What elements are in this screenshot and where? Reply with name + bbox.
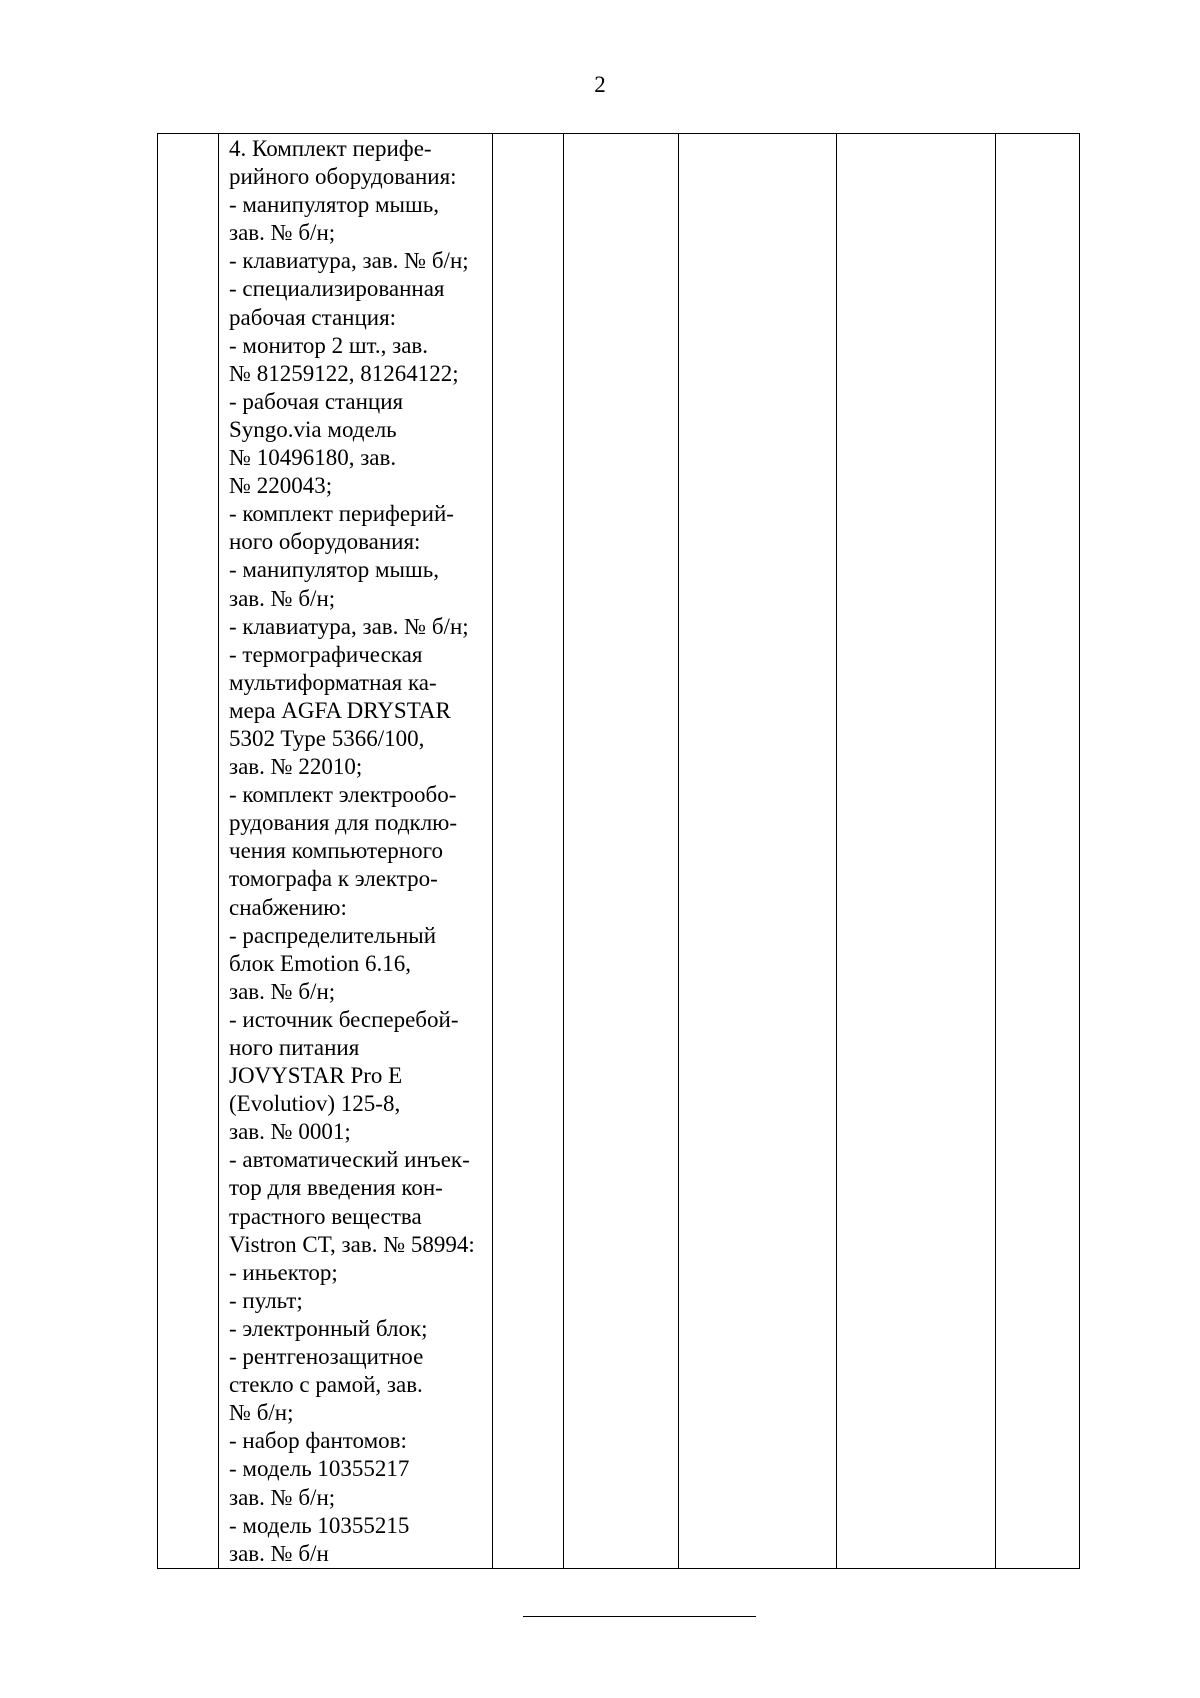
table-cell-empty xyxy=(679,134,837,1569)
description-line: ного оборудования: xyxy=(229,529,421,555)
description-line: - распределительный xyxy=(229,922,437,948)
table-cell-index xyxy=(158,134,219,1569)
description-line: зав. № б/н; xyxy=(229,978,336,1004)
description-line: № 220043; xyxy=(229,473,333,499)
table-cell-empty xyxy=(996,134,1080,1569)
description-line: - набор фантомов: xyxy=(229,1428,407,1454)
description-line: рудования для подклю- xyxy=(229,810,458,836)
description-line: - манипулятор мышь, xyxy=(229,557,439,583)
footer-divider xyxy=(523,1616,756,1617)
description-line: - комплект периферий- xyxy=(229,501,454,527)
description-line: - источник бесперебой- xyxy=(229,1006,459,1032)
description-line: - электронный блок; xyxy=(229,1315,428,1341)
description-line: зав. № б/н; xyxy=(229,1484,336,1510)
description-line: зав. № 0001; xyxy=(229,1119,351,1145)
description-line: № 10496180, зав. xyxy=(229,445,397,471)
description-line: мера AGFA DRYSTAR xyxy=(229,697,451,723)
description-line: - термографическая xyxy=(229,641,423,667)
description-line: JOVYSTAR Pro E xyxy=(229,1063,403,1089)
description-line: зав. № б/н xyxy=(229,1540,329,1566)
description-line: ного питания xyxy=(229,1035,360,1060)
description-line: трастного вещества xyxy=(229,1203,422,1229)
description-line: томографа к электро- xyxy=(229,866,438,892)
description-line: зав. № б/н; xyxy=(229,585,336,611)
description-line: - рабочая станция xyxy=(229,388,404,414)
page-number: 2 xyxy=(594,72,606,97)
description-line: стекло с рамой, зав. xyxy=(229,1372,423,1398)
description-line: - модель 10355217 xyxy=(229,1456,410,1482)
description-line: блок Emotion 6.16, xyxy=(229,950,412,976)
table-row xyxy=(158,134,1080,1569)
description-line: - комплект электрообо- xyxy=(229,782,457,808)
description-line: № б/н; xyxy=(229,1400,294,1426)
description-line: - клавиатура, зав. № б/н; xyxy=(229,613,469,639)
table-cell-description xyxy=(219,134,493,1569)
description-line: мультиформатная ка- xyxy=(229,669,437,695)
description-line: зав. № 22010; xyxy=(229,754,363,780)
description-line: - манипулятор мышь, xyxy=(229,192,439,218)
description-line: 5302 Type 5366/100, xyxy=(229,725,425,751)
description-line: рийного оборудования: xyxy=(229,164,457,190)
description-line: зав. № б/н; xyxy=(229,220,336,246)
equipment-table xyxy=(157,133,1080,1569)
description-line: - автоматический инъек- xyxy=(229,1147,470,1173)
description-line: - иньектор; xyxy=(229,1259,338,1285)
description-line: рабочая станция: xyxy=(229,304,397,330)
description-line: Vistron CT, зав. № 58994: xyxy=(229,1231,475,1257)
description-line: Syngo.via модель xyxy=(229,416,397,442)
description-line: - пульт; xyxy=(229,1287,303,1313)
description-line: - монитор 2 шт., зав. xyxy=(229,332,429,358)
description-line: - рентгенозащитное xyxy=(229,1344,424,1370)
description-line: тор для введения кон- xyxy=(229,1175,443,1201)
description-line: - клавиатура, зав. № б/н; xyxy=(229,248,469,274)
table-cell-empty xyxy=(837,134,996,1569)
description-line: чения компьютерного xyxy=(229,838,443,864)
description-line: (Evolutiov) 125-8, xyxy=(229,1091,401,1117)
table-cell-empty xyxy=(493,134,564,1569)
description-line: № 81259122, 81264122; xyxy=(229,360,459,386)
description-line: 4. Комплект перифе- xyxy=(229,136,432,161)
description-line: - специализированная xyxy=(229,276,445,302)
table-cell-empty xyxy=(564,134,679,1569)
equipment-description xyxy=(219,134,492,1568)
description-line: снабжению: xyxy=(229,894,347,920)
description-line: - модель 10355215 xyxy=(229,1512,410,1538)
